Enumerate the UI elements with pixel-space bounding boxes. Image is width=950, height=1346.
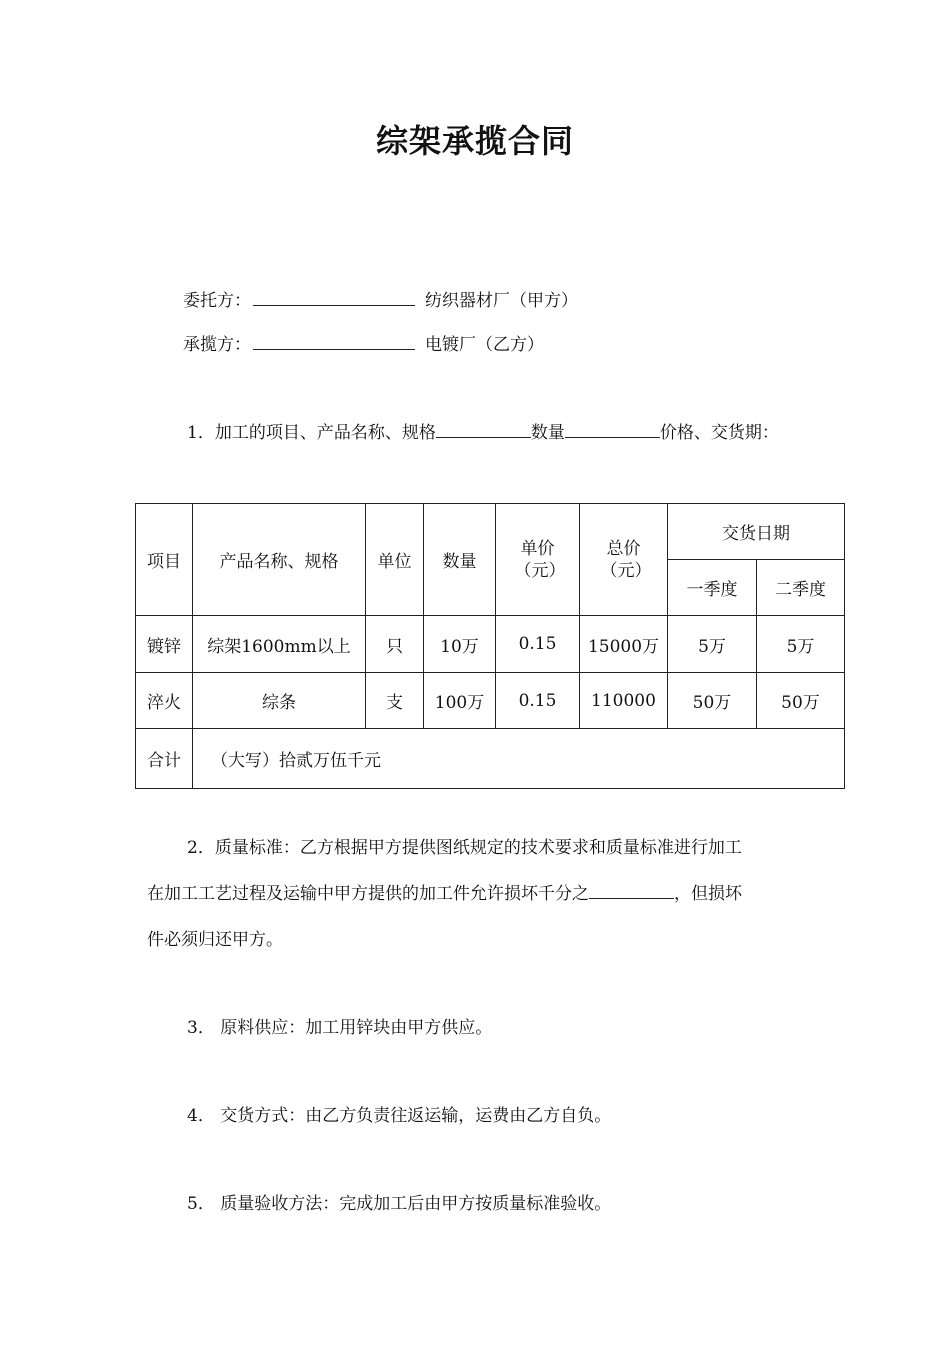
cell-qty: 100万 xyxy=(424,673,496,729)
cell-q1: 5万 xyxy=(668,616,757,673)
contractor-line xyxy=(183,330,544,355)
client-line xyxy=(183,286,578,311)
header-q1: 一季度 xyxy=(668,560,757,616)
clause-4: 4． 交货方式：由乙方负责往返运输，运费由乙方自负。 xyxy=(187,1106,612,1126)
cell-q1: 50万 xyxy=(668,673,757,729)
clause-2-line-2-b: ，但损坏 xyxy=(674,884,742,904)
cell-unit-price: 0.15 xyxy=(496,616,580,673)
clause-1-part-b: 数量 xyxy=(530,423,565,443)
clause-2-line-1 xyxy=(147,825,817,871)
header-q2: 二季度 xyxy=(757,560,845,616)
clause-2-line-2-a: 在加工工艺过程及运输中甲方提供的加工件允许损坏千分之 xyxy=(147,884,589,904)
contractor-blank xyxy=(253,332,415,350)
client-label: 委托方： xyxy=(183,291,251,311)
cell-unit: 支 xyxy=(366,673,424,729)
table-total-row xyxy=(136,729,845,789)
total-text: （大写）拾贰万伍千元 xyxy=(193,729,845,789)
header-unit-price-text: 单价（元） xyxy=(514,538,566,581)
clause-1-part-a: 1．加工的项目、产品名称、规格 xyxy=(187,423,436,443)
header-total-text: 总价（元） xyxy=(600,538,652,581)
damage-rate-blank xyxy=(589,881,674,899)
client-name: 纺织器材厂（甲方） xyxy=(425,291,578,311)
cell-total: 15000万 xyxy=(580,616,668,673)
clause-3: 3． 原料供应：加工用锌块由甲方供应。 xyxy=(187,1018,493,1038)
clause-1-part-c: 价格、交货期： xyxy=(659,423,779,443)
qty-blank xyxy=(565,420,660,438)
cell-item: 镀锌 xyxy=(136,616,193,673)
page-title: 综架承揽合同 xyxy=(375,122,574,160)
header-total xyxy=(580,504,668,616)
cell-total: 110000 xyxy=(580,673,668,729)
cell-product: 综架1600mm以上 xyxy=(193,616,366,673)
cell-unit-price: 0.15 xyxy=(496,673,580,729)
header-unit-price xyxy=(496,504,580,616)
cell-product: 综条 xyxy=(193,673,366,729)
contractor-name: 电镀厂（乙方） xyxy=(425,335,544,355)
cell-qty: 10万 xyxy=(424,616,496,673)
clause-5: 5． 质量验收方法：完成加工后由甲方按质量标准验收。 xyxy=(187,1194,612,1214)
clause-2-line-3: 件必须归还甲方。 xyxy=(147,930,283,950)
clause-1 xyxy=(187,418,779,443)
spec-blank xyxy=(436,420,531,438)
header-product: 产品名称、规格 xyxy=(193,504,366,616)
cell-item: 淬火 xyxy=(136,673,193,729)
cell-q2: 5万 xyxy=(757,616,845,673)
clause-2 xyxy=(147,825,817,963)
client-blank xyxy=(253,288,415,306)
clause-2-line-1-text: 2．质量标准：乙方根据甲方提供图纸规定的技术要求和质量标准进行加工 xyxy=(187,838,742,858)
header-item: 项目 xyxy=(136,504,193,616)
cell-q2: 50万 xyxy=(757,673,845,729)
table-row xyxy=(136,616,845,673)
clause-2-line-2 xyxy=(147,871,817,917)
processing-table xyxy=(135,503,845,789)
header-qty: 数量 xyxy=(424,504,496,616)
table-row xyxy=(136,673,845,729)
cell-unit: 只 xyxy=(366,616,424,673)
contractor-label: 承揽方： xyxy=(183,335,251,355)
header-delivery: 交货日期 xyxy=(668,504,845,560)
header-unit: 单位 xyxy=(366,504,424,616)
total-label: 合计 xyxy=(136,729,193,789)
